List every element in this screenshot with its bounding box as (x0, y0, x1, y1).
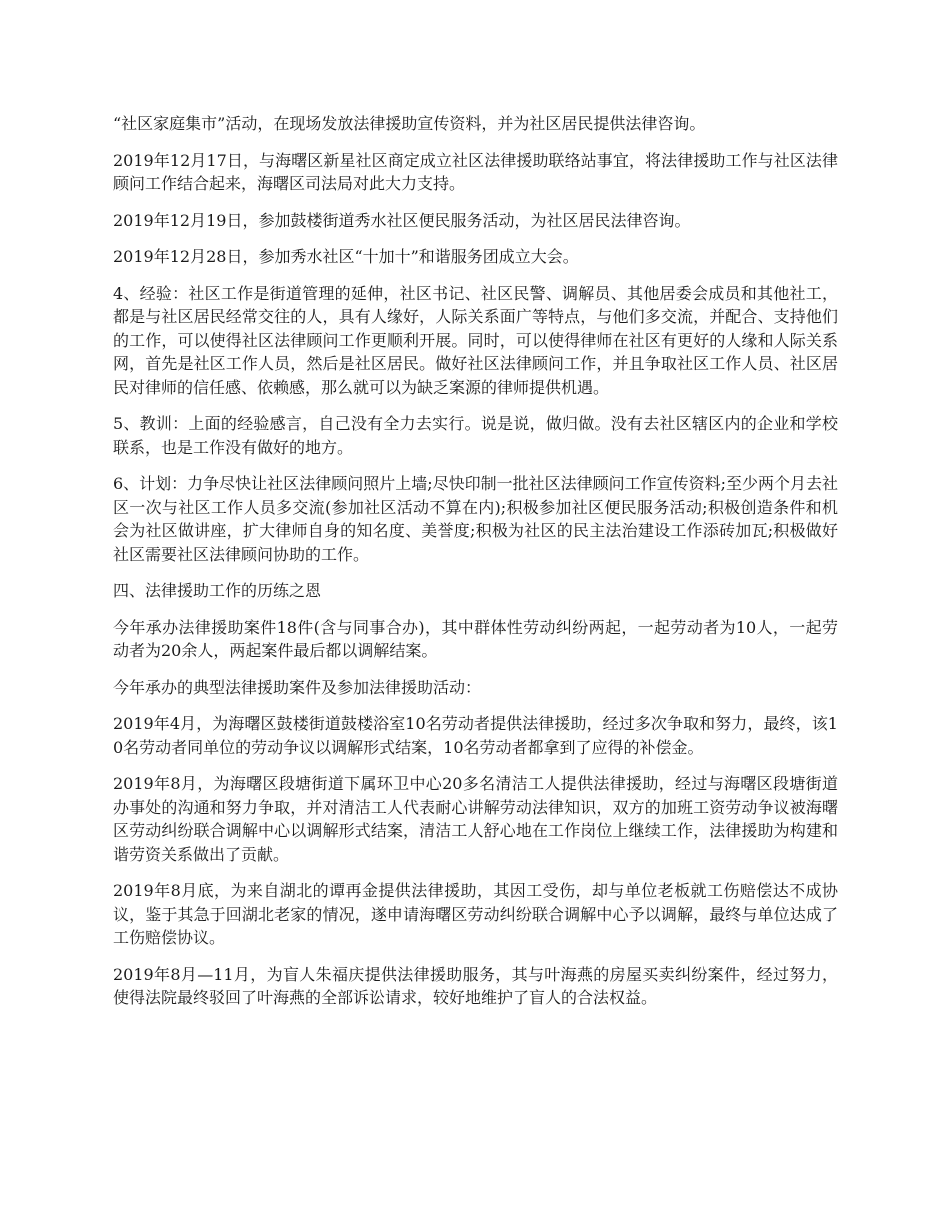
paragraph-plan: 6、计划：力争尽快让社区法律顾问照片上墙;尽快印制一批社区法律顾问工作宣传资料;至少两个月去社区一次与社区工作人员多交流(参加社区活动不算在内);积极参加社区便民服务活动;积极创造条件和机会为社区做讲座，扩大律师自身的知名度、美誉度;积极为社区的民主法治建设工作添砖加瓦;积极做好社区需要社区法律顾问协助的工作。 (113, 474, 838, 564)
paragraph-case-summary: 今年承办法律援助案件18件(含与同事合办)，其中群体性劳动纠纷两起，一起劳动者为10人，一起劳动者为20余人，两起案件最后都以调解结案。 (113, 617, 838, 660)
paragraph-community-market: “社区家庭集市”活动，在现场发放法律援助宣传资料，并为社区居民提供法律咨询。 (113, 114, 706, 133)
paragraph-case-aug-nov: 2019年8月—11月，为盲人朱福庆提供法律援助服务，其与叶海燕的房屋买卖纠纷案件，经过努力，使得法院最终驳回了叶海燕的全部诉讼请求，较好地维护了盲人的合法权益。 (113, 964, 838, 1007)
document-page (113, 112, 838, 1023)
paragraph-case-august: 2019年8月，为海曙区段塘街道下属环卫中心20多名清洁工人提供法律援助，经过与海曙区段塘街道办事处的沟通和努力争取，并对清洁工人代表耐心讲解劳动法律知识，双方的加班工资劳动争议被海曙区劳动纠纷联合调解中心以调解形式结案，清洁工人舒心地在工作岗位上继续工作，法律援助为构建和谐劳资关系做出了贡献。 (113, 774, 838, 864)
paragraph-lessons: 5、教训：上面的经验感言，自己没有全力去实行。说是说，做归做。没有去社区辖区内的企业和学校联系，也是工作没有做好的地方。 (113, 414, 838, 457)
paragraph-typical-cases-intro: 今年承办的典型法律援助案件及参加法律援助活动： (113, 677, 482, 697)
paragraph-experience: 4、经验：社区工作是街道管理的延伸，社区书记、社区民警、调解员、其他居委会成员和其他社工，都是与社区居民经常交往的人，具有人缘好，人际关系面广等特点，与他们多交流，并配合、支持他们的工作，可以使得社区法律顾问工作更顺利开展。同时，可以使得律师在社区有更好的人缘和人际关系网，首先是社区工作人员，然后是社区居民。做好社区法律顾问工作，并且争取社区工作人员、社区居民对律师的信任感、依赖感，那么就可以为缺乏案源的律师提供机遇。 (113, 283, 838, 397)
paragraph-dec-17: 2019年12月17日，与海曙区新星社区商定成立社区法律援助联络站事宜，将法律援助工作与社区法律顾问工作结合起来，海曙区司法局对此大力支持。 (113, 150, 838, 193)
paragraph-dec-19: 2019年12月19日，参加鼓楼街道秀水社区便民服务活动，为社区居民法律咨询。 (113, 210, 691, 230)
paragraph-case-april: 2019年4月，为海曙区鼓楼街道鼓楼浴室10名劳动者提供法律援助，经过多次争取和努力，最终，该10名劳动者同单位的劳动争议以调解形式结案，10名劳动者都拿到了应得的补偿金。 (113, 714, 838, 757)
paragraph-case-late-august: 2019年8月底，为来自湖北的谭再金提供法律援助，其因工受伤，却与单位老板就工伤赔偿达不成协议，鉴于其急于回湖北老家的情况，遂申请海曙区劳动纠纷联合调解中心予以调解，最终与单位达成了工伤赔偿协议。 (113, 881, 838, 947)
paragraph-dec-28: 2019年12月28日，参加秀水社区“十加十”和谐服务团成立大会。 (113, 247, 579, 266)
section-heading: 四、法律援助工作的历练之恩 (113, 581, 322, 600)
